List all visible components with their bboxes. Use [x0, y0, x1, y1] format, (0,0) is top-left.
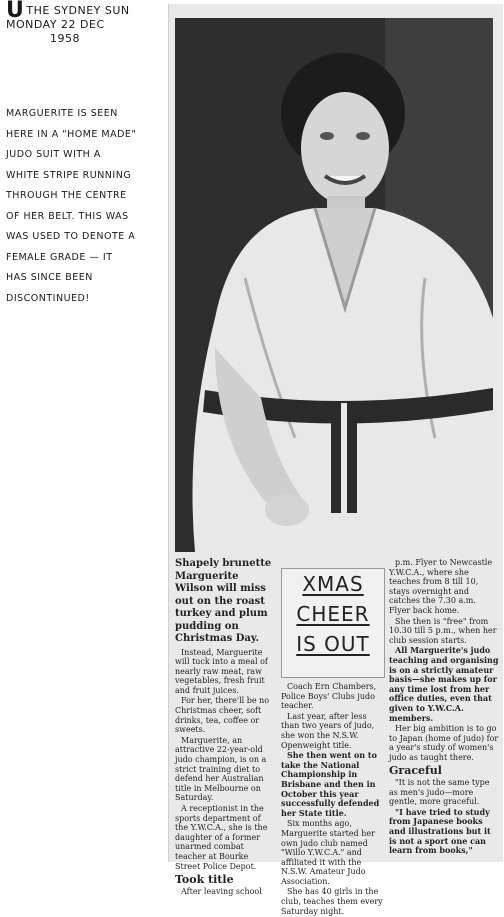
article-paragraph-bold: "I have tried to study from Japanese books and illustrations but it is not a sport one can learn from books,"	[389, 806, 491, 856]
article-lead: Shapely brunette Marguerite Wilson will miss out on the roast turkey and plum pudding on Christmas Day.	[175, 558, 272, 644]
article-paragraph: Last year, after less than two years of judo, she won the N.S.W. Openweight title.	[281, 711, 375, 750]
note-line: OF HER BELT. THIS WAS	[6, 210, 129, 222]
year-line: 1958	[50, 32, 80, 45]
photo-illustration	[175, 18, 493, 552]
article-subhead: Took title	[175, 873, 234, 887]
note-line: WAS USED TO DENOTE A	[6, 231, 136, 242]
headline-line: IS OUT	[296, 632, 370, 656]
date-line: MONDAY 22 DEC	[6, 18, 105, 31]
headline-line: XMAS	[302, 572, 364, 596]
article-paragraph: A receptionist in the sports department of the Y.W.C.A., she is the daughter of a former unarmed combat teacher at Bourke Street Police Depot.	[175, 804, 268, 871]
note-line: HAS SINCE BEEN	[6, 272, 93, 283]
article-paragraph: She has 40 girls in the club, teaches them every Saturday night.	[281, 887, 383, 916]
note-line: THROUGH THE CENTRE	[6, 190, 127, 201]
article-paragraph: "It is not the same type as men's judo—more gentle, more graceful.	[389, 778, 490, 807]
article-paragraph: For her, there'll be no Christmas cheer, soft drinks, tea, coffee or sweets.	[175, 696, 270, 735]
column-2-body	[281, 682, 383, 917]
article-paragraph: Her big ambition is to go to Japan (home of judo) for a year's study of women's judo as taught there.	[389, 724, 499, 762]
article-column-1	[175, 558, 275, 897]
note-line: DISCONTINUED!	[6, 292, 90, 304]
article-column-3	[389, 558, 499, 857]
paper-name-line	[6, 0, 166, 23]
article	[175, 558, 499, 916]
note-line: FEMALE GRADE — IT	[6, 251, 113, 263]
paper-name: THE SYDNEY SUN	[26, 4, 130, 17]
handwritten-note	[6, 104, 166, 309]
u-logo-icon: U	[6, 0, 25, 23]
judo-photo	[175, 18, 493, 552]
article-paragraph-bold: She then went on to take the National Championship in Brisbane and then in October this year successfully defended her State title.	[281, 750, 380, 818]
article-paragraph: After leaving school	[181, 886, 262, 896]
article-paragraph: She then is "free" from 10.30 till 5 p.m., when her club session starts.	[389, 616, 497, 645]
note-line: JUDO SUIT WITH A	[6, 149, 101, 160]
note-line: MARGUERITE IS SEEN	[6, 108, 118, 119]
article-paragraph: Instead, Marguerite will tuck into a meal of nearly raw meat, raw vegetables, fresh fruit and fruit juices.	[175, 647, 268, 695]
headline-line: CHEER	[296, 602, 370, 626]
note-line: HERE IN A "HOME MADE"	[6, 128, 137, 140]
article-paragraph-bold: All Marguerite's judo teaching and organising is on a strictly amateur basis—she makes up for any time lost from her office duties, even that given to Y.W.C.A. members.	[389, 645, 499, 723]
article-subhead: Graceful	[389, 764, 442, 778]
headline-box	[281, 568, 385, 678]
article-paragraph: Marguerite, an attractive 22-year-old judo champion, is on a strict training diet to defend her Australian title in Melbourne on Saturday.	[175, 735, 267, 803]
article-paragraph: Coach Ern Chambers, Police Boys' Clubs judo teacher.	[281, 682, 377, 711]
handwritten-header	[6, 0, 166, 46]
note-line: WHITE STRIPE RUNNING	[6, 169, 132, 181]
article-paragraph: p.m. Flyer to Newcastle Y.W.C.A., where she teaches from 8 till 10, stays overnight and catches the 7.30 a.m. Flyer back home.	[389, 558, 493, 615]
newspaper-clipping	[168, 4, 503, 916]
article-paragraph: Six months ago, Marguerite started her own judo club named "Willo Y.W.C.A." and affiliated it with the N.S.W. Amateur Judo Association.	[281, 819, 375, 886]
